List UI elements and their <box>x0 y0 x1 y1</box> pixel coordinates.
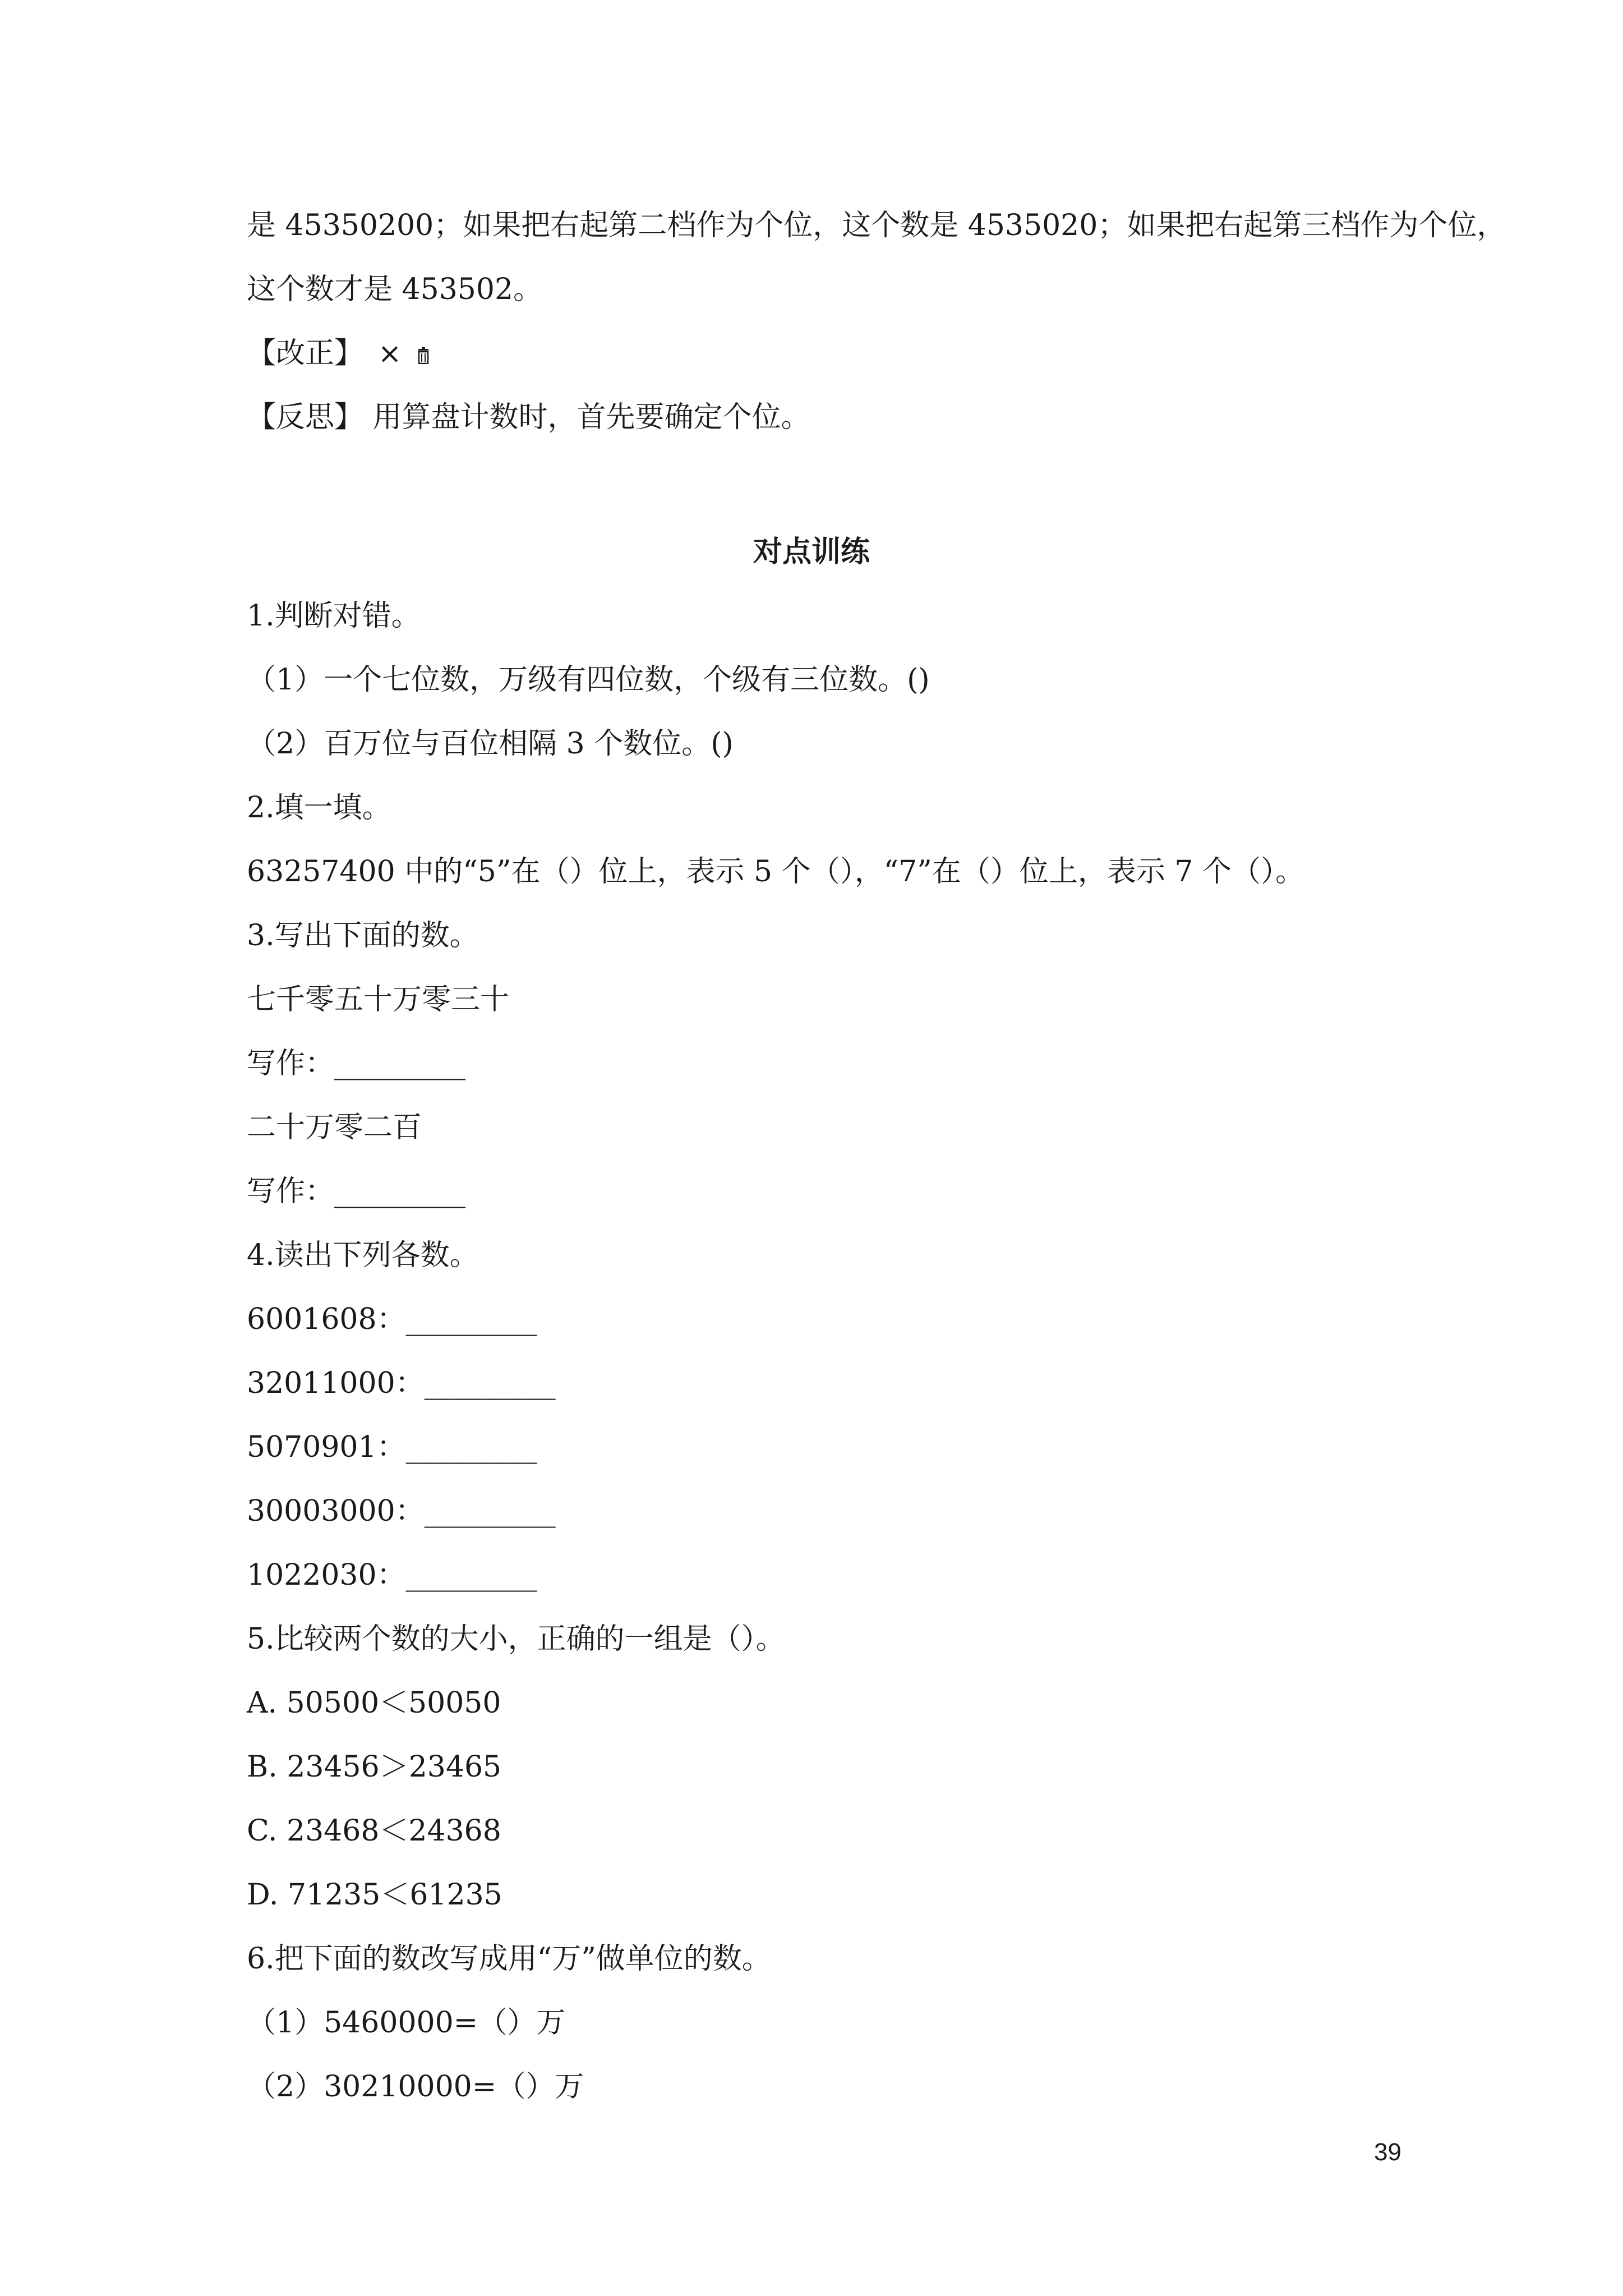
reflection-line: 【反思】 用算盘计数时，首先要确定个位。 <box>247 401 810 434</box>
question-6-2: （2）30210000=（）万 <box>247 2070 584 2104</box>
question-3-b-answer: 写作：_________ <box>247 1175 466 1208</box>
question-5: 5.比较两个数的大小，正确的一组是（）。 <box>247 1622 785 1656</box>
question-3-a-answer: 写作：_________ <box>247 1047 466 1080</box>
correction-label: 【改正】 <box>247 337 364 370</box>
question-2-text: 63257400 中的“5”在（）位上，表示 5 个（），“7”在（）位上，表示 7 个（）。 <box>247 855 1304 889</box>
question-4-2: 32011000：_________ <box>247 1366 556 1400</box>
cross-mark: × <box>378 337 402 370</box>
question-3-a: 七千零五十万零三十 <box>247 983 510 1016</box>
question-5-option-a: A. 50500＜50050 <box>247 1686 501 1720</box>
question-4: 4.读出下列各数。 <box>247 1239 479 1272</box>
question-2: 2.填一填。 <box>247 791 391 825</box>
page-number: 39 <box>1374 2138 1401 2166</box>
question-1-1: （1）一个七位数，万级有四位数，个级有三位数。() <box>247 663 930 697</box>
question-6: 6.把下面的数改写成用“万”做单位的数。 <box>247 1942 771 1976</box>
section-title: 对点训练 <box>753 535 870 569</box>
question-1: 1.判断对错。 <box>247 599 421 633</box>
question-4-4: 30003000：_________ <box>247 1494 556 1528</box>
correction-line <box>247 335 430 371</box>
question-1-2: （2）百万位与百位相隔 3 个数位。() <box>247 727 734 761</box>
question-4-3: 5070901：_________ <box>247 1430 537 1464</box>
question-3: 3.写出下面的数。 <box>247 919 479 953</box>
question-5-option-d: D. 71235＜61235 <box>247 1878 502 1912</box>
question-4-5: 1022030：_________ <box>247 1558 537 1592</box>
question-3-b: 二十万零二百 <box>247 1111 422 1144</box>
question-5-option-b: B. 23456＞23465 <box>247 1750 502 1784</box>
text-line-2: 这个数才是 453502。 <box>247 273 543 306</box>
question-4-1: 6001608：_________ <box>247 1303 537 1336</box>
question-6-1: （1）5460000=（）万 <box>247 2006 566 2040</box>
question-5-option-c: C. 23468＜24368 <box>247 1814 501 1848</box>
trash-icon <box>417 347 430 364</box>
text-line-1: 是 45350200；如果把右起第二档作为个位，这个数是 4535020；如果把右起第三档作为个位， <box>247 209 1506 242</box>
